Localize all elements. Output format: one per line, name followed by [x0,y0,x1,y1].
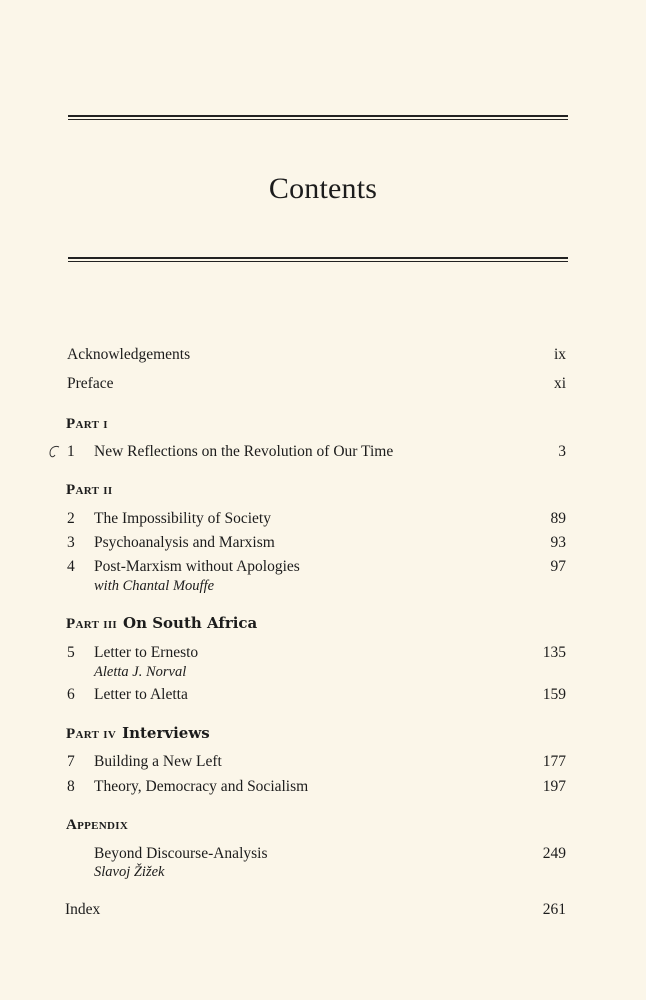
part-name: Interviews [122,724,210,742]
chapter-number: 7 [67,753,75,770]
chapter-number: 8 [67,778,75,795]
appendix-heading [66,815,128,835]
part-tag: Part iii [66,616,117,632]
chapter-title: Letter to Aletta [94,686,188,703]
toc-entry-chapter-6[interactable] [67,685,566,705]
toc-entry-chapter-5[interactable] [67,643,566,663]
page-title: Contents [268,172,378,205]
chapter-number: 5 [67,644,75,661]
toc-page-number: 135 [542,644,566,661]
toc-page-number: 3 [558,443,566,460]
toc-entry-chapter-2[interactable] [67,509,566,529]
chapter-author: Aletta J. Norval [94,664,187,680]
chapter-number: 6 [67,686,75,703]
toc-page-number: 177 [542,753,566,770]
toc-entry-label: Index [65,901,101,918]
toc-entry-chapter-8[interactable] [67,777,566,797]
part-tag: Part i [66,416,108,432]
toc-page-number: 261 [542,901,566,918]
toc-entry-chapter-3[interactable] [67,533,566,553]
toc-page-number: 93 [550,534,566,551]
handwritten-mark-icon [48,443,62,463]
chapter-author: with Chantal Mouffe [94,578,215,594]
toc-entry-label: Acknowledgements [67,346,191,363]
part-tag: Part ii [66,482,113,498]
toc-page-number: xi [553,375,566,392]
toc-page-number: 97 [550,558,566,575]
toc-page-number: 89 [550,510,566,527]
part-tag: Appendix [66,817,129,833]
appendix-title: Beyond Discourse-Analysis [94,845,268,862]
toc-entry-preface[interactable] [67,374,566,394]
toc-entry-chapter-7[interactable] [67,752,566,772]
toc-entry-appendix[interactable] [67,844,566,864]
chapter-title: Building a New Left [94,753,222,770]
toc-entry-acknowledgements[interactable] [67,345,566,365]
toc-page-number: ix [553,346,566,363]
chapter-number: 4 [67,558,75,575]
part-tag: Part iv [66,726,117,742]
part-name: On South Africa [123,614,258,632]
chapter-number: 2 [67,510,75,527]
appendix-author: Slavoj Žižek [94,864,165,880]
toc-entry-index[interactable] [65,900,566,920]
chapter-title: Post-Marxism without Apologies [94,558,300,575]
part-heading-4 [66,723,210,744]
bottom-double-rule [68,257,568,262]
toc-entry-chapter-1[interactable] [67,442,566,462]
chapter-number: 1 [67,443,75,460]
toc-page-number: 249 [542,845,566,862]
chapter-title: New Reflections on the Revolution of Our Time [94,443,394,460]
chapter-title: Theory, Democracy and Socialism [94,778,309,795]
part-heading-3 [66,613,257,634]
part-heading-1 [66,414,108,434]
top-double-rule [68,115,568,120]
toc-entry-label: Preface [67,375,114,392]
toc-page-number: 197 [542,778,566,795]
chapter-number: 3 [67,534,75,551]
chapter-title: Psychoanalysis and Marxism [94,534,275,551]
toc-page-number: 159 [542,686,566,703]
part-heading-2 [66,480,112,500]
chapter-title: The Impossibility of Society [94,510,271,527]
chapter-title: Letter to Ernesto [94,644,199,661]
toc-entry-chapter-4[interactable] [67,557,566,577]
